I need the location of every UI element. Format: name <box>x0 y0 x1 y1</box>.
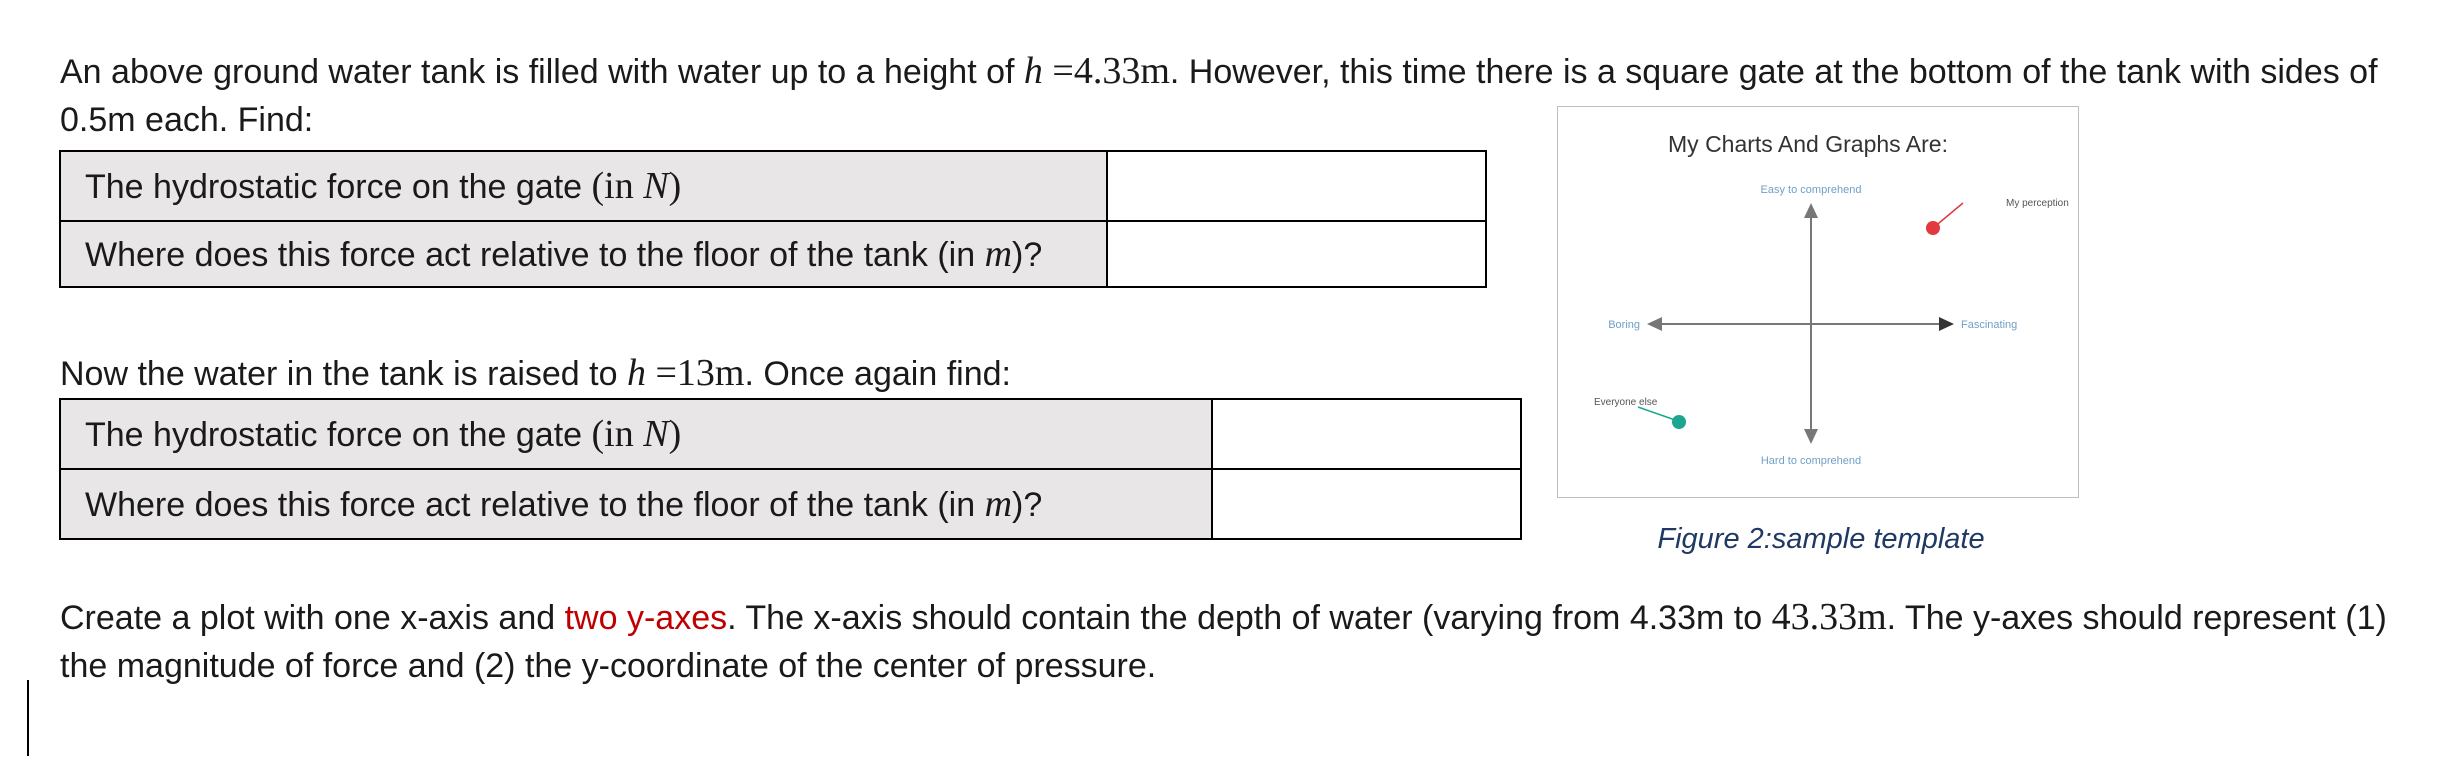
answer-cell[interactable] <box>1107 221 1486 287</box>
task-text: Create a plot with one x-axis and <box>60 599 565 637</box>
task-paragraph <box>60 593 2410 690</box>
task-highlight: two y-axes <box>564 599 728 637</box>
everyone-else-leader <box>1638 407 1678 421</box>
figure-caption: Figure 2:sample template <box>1657 523 1985 555</box>
task-text-end: . The y-axes should represent (1) the magnitude of force and (2) the y-coordinate of the center of pressure. <box>60 599 2387 685</box>
question-table-1 <box>59 150 1487 288</box>
arrow-right-icon <box>1939 317 1954 331</box>
question-cell: The hydrostatic force on the gate (in N) <box>60 399 1212 469</box>
question-cell: Where does this force act relative to the floor of the tank (in m)? <box>60 221 1107 287</box>
table-row <box>60 399 1521 469</box>
question-cell: The hydrostatic force on the gate (in N) <box>60 151 1107 221</box>
top-axis-label: Easy to comprehend <box>1760 184 1862 196</box>
raise-text-end: . Once again find: <box>744 355 1011 393</box>
everyone-else-point <box>1672 415 1686 429</box>
task-math-value: 43.33m <box>1771 596 1887 638</box>
table-row <box>60 151 1486 221</box>
question-cell: Where does this force act relative to the floor of the tank (in m)? <box>60 469 1212 539</box>
table-row <box>60 221 1486 287</box>
right-axis-label: Fascinating <box>1961 319 2018 331</box>
arrow-left-icon <box>1647 317 1662 331</box>
raise-height-math: h =13m <box>626 352 745 394</box>
task-text-mid: . The x-axis should contain the depth of water (varying from 4.33m to <box>727 599 1772 637</box>
figure-title: My Charts And Graphs Are: <box>1668 131 1948 157</box>
raise-text: Now the water in the tank is raised to <box>60 355 627 393</box>
intro-height-math: h =4.33m <box>1023 50 1170 92</box>
table-row <box>60 469 1521 539</box>
question-table-2 <box>59 398 1522 540</box>
answer-cell[interactable] <box>1107 151 1486 221</box>
answer-cell[interactable] <box>1212 399 1521 469</box>
my-perception-label: My perception <box>2006 198 2069 209</box>
perception-quadrant-diagram <box>1558 107 2078 497</box>
intro-text-end: . However, this time there is a square gate at the bottom of the tank with sides of 0.5m each. Find: <box>60 53 2378 139</box>
answer-cell[interactable] <box>1212 469 1521 539</box>
bottom-axis-label: Hard to comprehend <box>1760 455 1862 467</box>
my-perception-point <box>1926 221 1940 235</box>
sample-template-figure <box>1557 106 2079 498</box>
everyone-else-label: Everyone else <box>1594 397 1658 408</box>
text-cursor <box>27 680 29 756</box>
raise-paragraph <box>60 349 1011 398</box>
intro-text: An above ground water tank is filled with water up to a height of <box>60 53 1024 91</box>
arrow-down-icon <box>1804 429 1818 444</box>
left-axis-label: Boring <box>1608 319 1640 331</box>
arrow-up-icon <box>1804 203 1818 218</box>
